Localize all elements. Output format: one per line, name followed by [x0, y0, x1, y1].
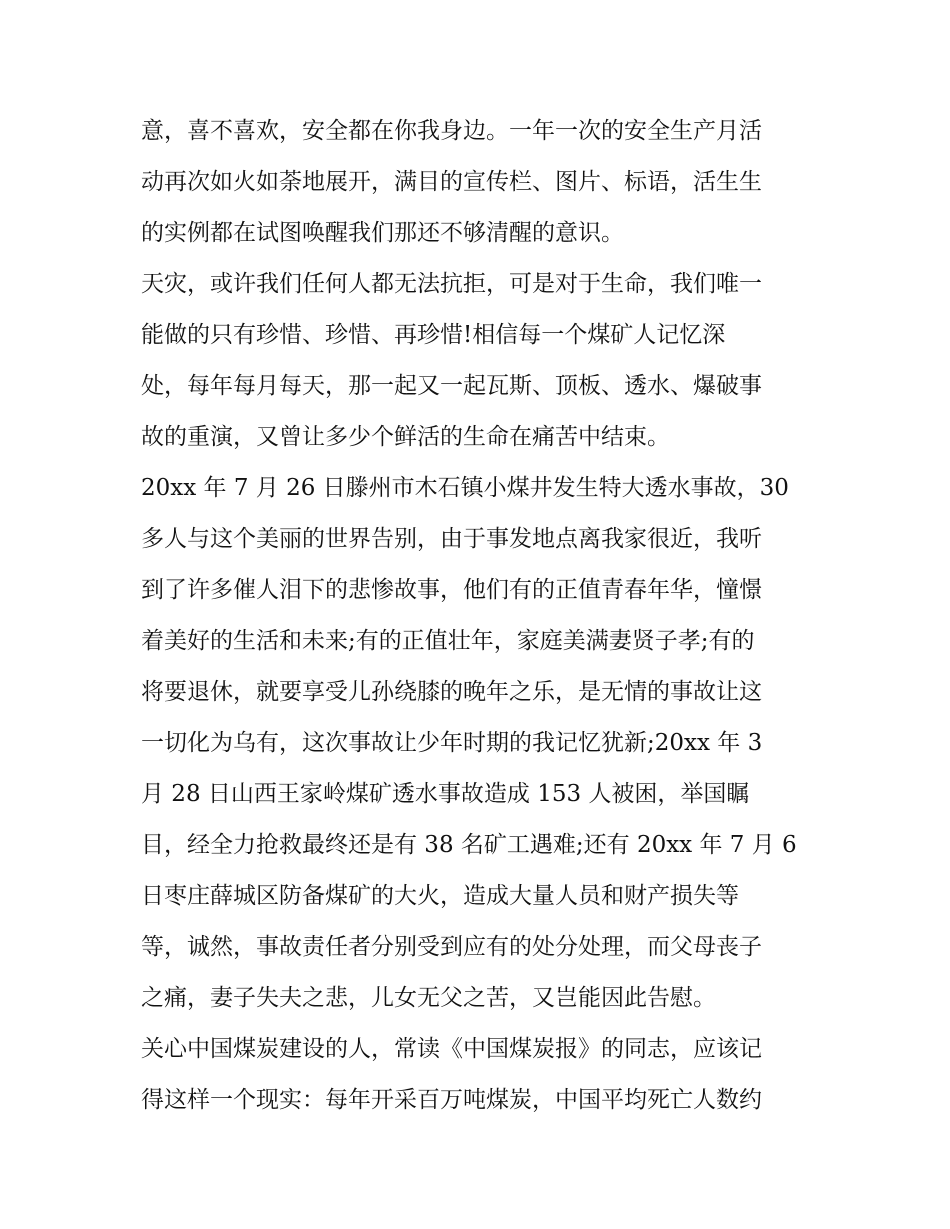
text-line: 的实例都在试图唤醒我们那还不够清醒的意识。: [141, 220, 624, 246]
text-line: 多人与这个美丽的世界告别，由于事发地点离我家很近，我听: [141, 526, 762, 552]
text-line: 处，每年每月每天，那一起又一起瓦斯、顶板、透水、爆破事: [141, 373, 762, 399]
text-line: 意，喜不喜欢，安全都在你我身边。一年一次的安全生产月活: [141, 118, 762, 144]
text-line: 20xx 年 7 月 26 日滕州市木石镇小煤井发生特大透水事故，30: [141, 475, 789, 501]
text-line: 关心中国煤炭建设的人，常读《中国煤炭报》的同志，应该记: [141, 1036, 762, 1062]
text-line: 天灾，或许我们任何人都无法抗拒，可是对于生命，我们唯一: [141, 271, 762, 297]
text-line: 故的重演，又曾让多少个鲜活的生命在痛苦中结束。: [141, 424, 670, 450]
text-line: 得这样一个现实：每年开采百万吨煤炭，中国平均死亡人数约: [141, 1087, 762, 1113]
text-line: 动再次如火如荼地展开，满目的宣传栏、图片、标语，活生生: [141, 169, 762, 195]
text-line: 将要退休，就要享受儿孙绕膝的晚年之乐，是无情的事故让这: [141, 679, 762, 705]
text-line: 着美好的生活和未来;有的正值壮年，家庭美满妻贤子孝;有的: [141, 628, 755, 654]
text-line: 目，经全力抢救最终还是有 38 名矿工遇难;还有 20xx 年 7 月 6: [141, 832, 797, 858]
text-line: 等，诚然，事故责任者分别受到应有的处分处理，而父母丧子: [141, 934, 762, 960]
text-line: 一切化为乌有，这次事故让少年时期的我记忆犹新;20xx 年 3: [141, 730, 763, 756]
text-line: 能做的只有珍惜、珍惜、再珍惜!相信每一个煤矿人记忆深: [141, 322, 726, 348]
text-line: 到了许多催人泪下的悲惨故事，他们有的正值青春年华，憧憬: [141, 577, 762, 603]
text-line: 之痛，妻子失夫之悲，儿女无父之苦，又岂能因此告慰。: [141, 985, 716, 1011]
text-line: 日枣庄薛城区防备煤矿的大火，造成大量人员和财产损失等: [141, 883, 739, 909]
document-body: [141, 106, 813, 1126]
text-line: 月 28 日山西王家岭煤矿透水事故造成 153 人被困，举国瞩: [141, 781, 750, 807]
